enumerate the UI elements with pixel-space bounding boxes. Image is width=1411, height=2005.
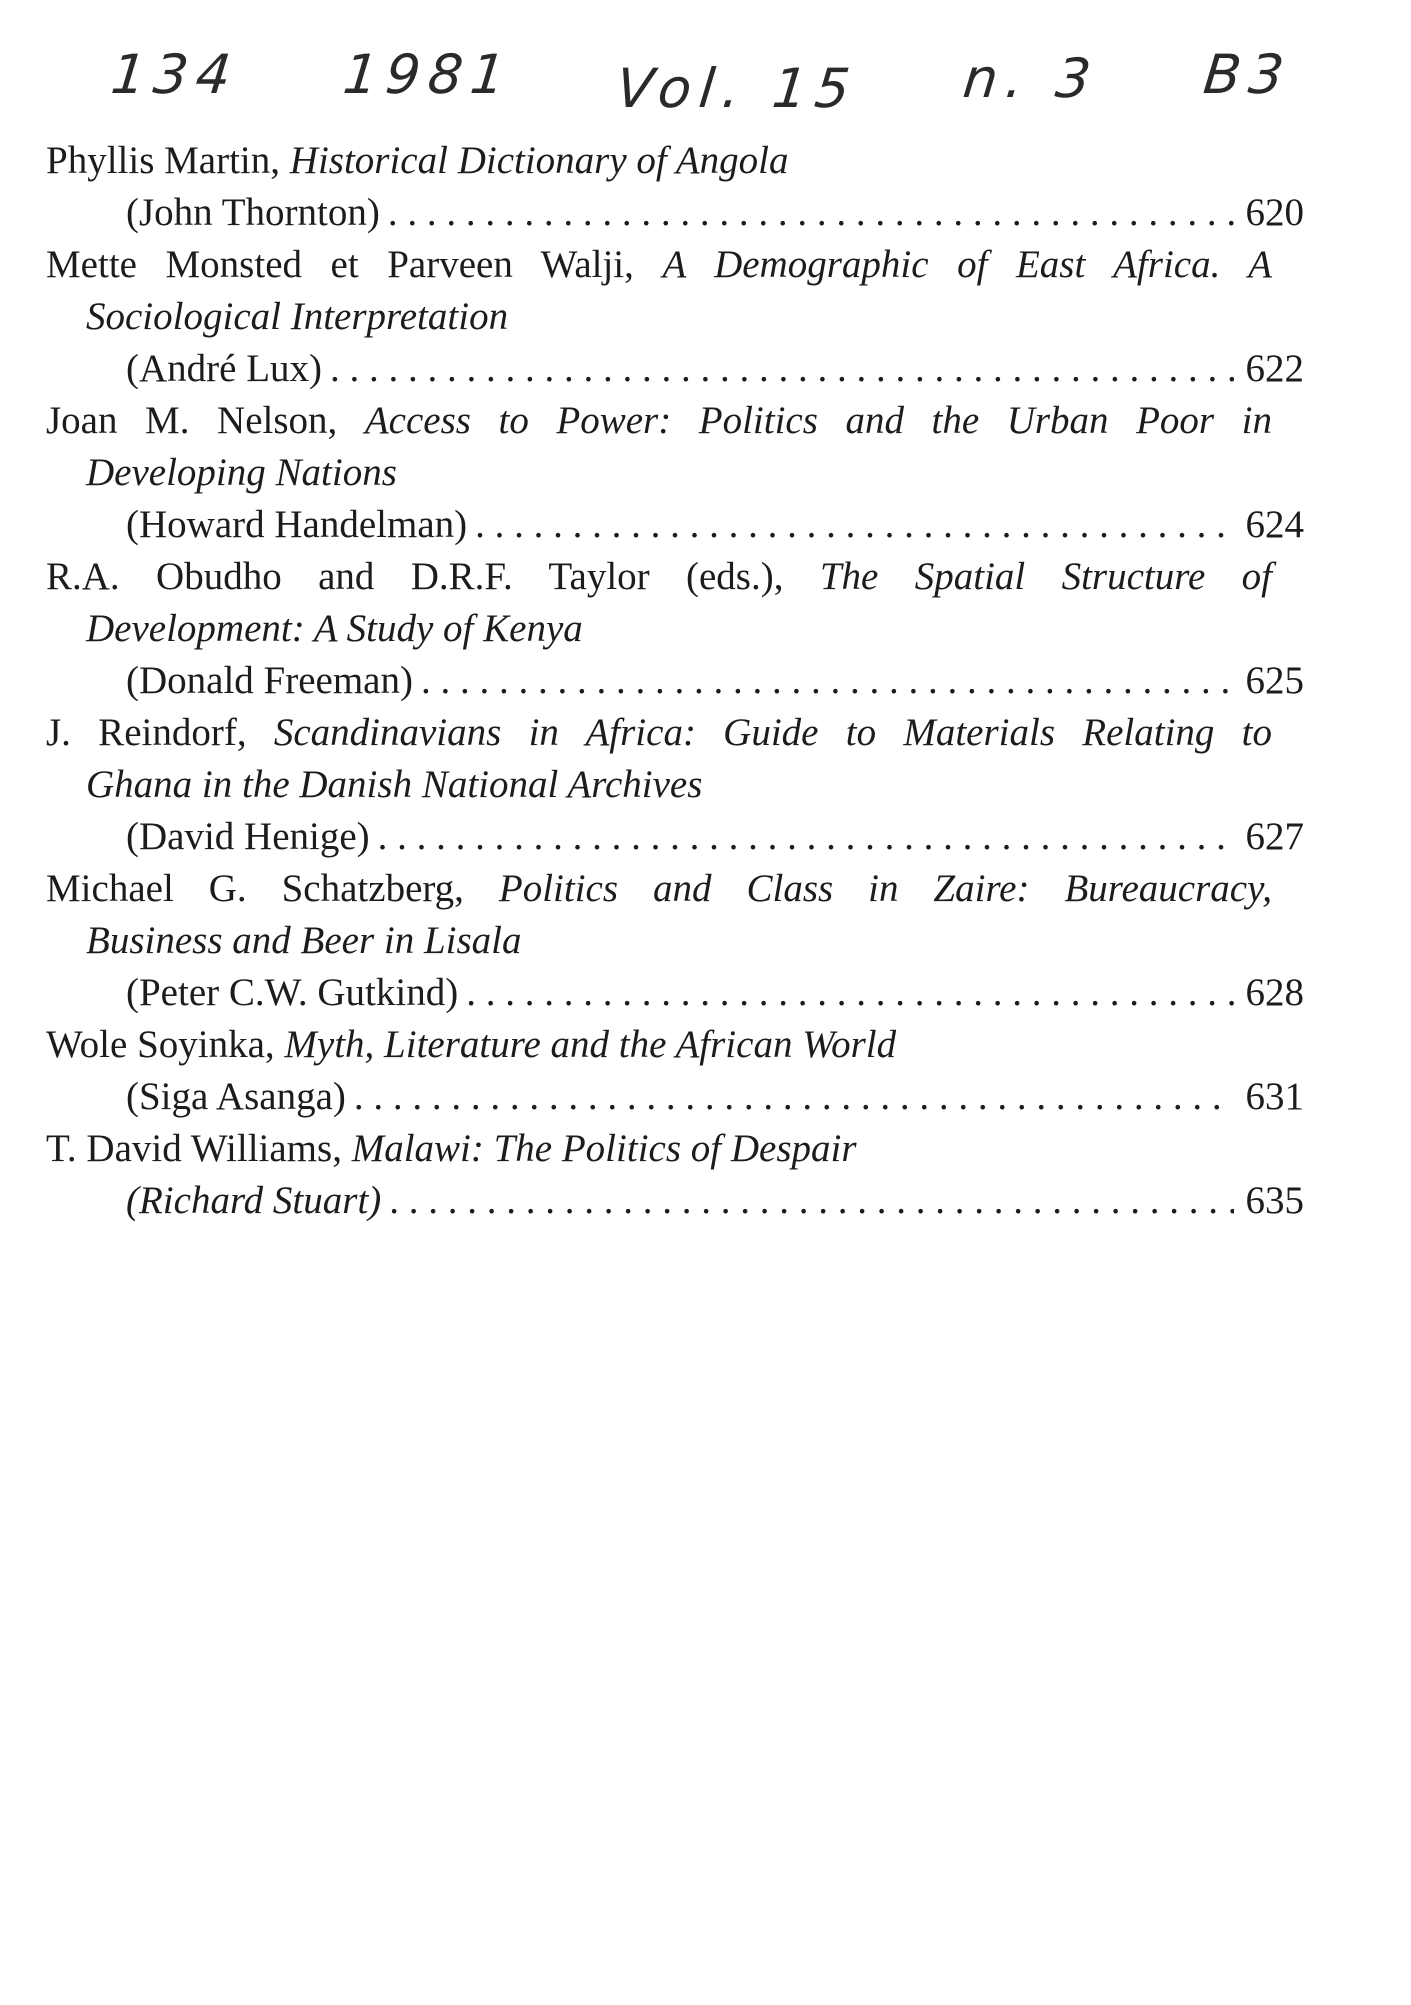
page-number: 620 (1245, 191, 1304, 234)
page-number: 627 (1245, 815, 1304, 858)
page-number: 624 (1245, 503, 1304, 546)
title-continuation (46, 291, 1346, 343)
handwritten-volume: Vol. 15 (613, 57, 861, 120)
book-title-continued: Ghana in the Danish National Archives (86, 763, 703, 806)
book-title: Politics and Class in Zaire: Bureaucracy, (498, 867, 1273, 910)
page-number: 628 (1245, 971, 1304, 1014)
reviewer-line (46, 187, 1304, 239)
dot-leader (466, 967, 1234, 1019)
reviewer-name: (Peter C.W. Gutkind) (126, 971, 459, 1014)
author-name: Mette Monsted et Parveen Walji, (46, 243, 634, 286)
book-title: The Spatial Structure of (819, 555, 1273, 598)
author-name: Phyllis Martin, (46, 139, 281, 182)
book-title: Scandinavians in Africa: Guide to Materials Relating to (273, 711, 1273, 754)
handwritten-issue: n. 3 (960, 47, 1102, 110)
book-title-continued: Developing Nations (86, 451, 397, 494)
author-name: T. David Williams, (46, 1127, 342, 1170)
dot-leader (421, 655, 1234, 707)
reviewer-line (46, 1071, 1304, 1123)
book-title-continued: Business and Beer in Lisala (86, 919, 522, 962)
book-title-continued: Development: A Study of Kenya (86, 607, 583, 650)
book-title-continued: Sociological Interpretation (86, 295, 509, 338)
book-title: Historical Dictionary of Angola (289, 139, 789, 182)
dot-leader (389, 1175, 1234, 1227)
review-entry (46, 1123, 1346, 1227)
dot-leader (354, 1071, 1234, 1123)
reviewer-line (46, 811, 1304, 863)
author-name: Michael G. Schatzberg, (46, 867, 464, 910)
title-continuation (46, 447, 1346, 499)
review-entry (46, 239, 1346, 395)
handwritten-number: 134 (108, 43, 242, 106)
entry-heading (46, 1123, 1346, 1175)
page-number: 635 (1245, 1179, 1304, 1222)
book-title: A Demographic of East Africa. A (662, 243, 1272, 286)
dot-leader (388, 187, 1234, 239)
reviewer-line (46, 1175, 1304, 1227)
book-title: Malawi: The Politics of Despair (351, 1127, 857, 1170)
author-name: R.A. Obudho and D.R.F. Taylor (eds.), (46, 555, 784, 598)
entry-heading (46, 135, 1346, 187)
book-title: Myth, Literature and the African World (284, 1023, 897, 1066)
review-list (46, 135, 1346, 1227)
entry-heading (46, 1019, 1346, 1071)
review-entry (46, 395, 1346, 551)
book-title: Access to Power: Politics and the Urban Poor in (364, 399, 1272, 442)
review-entry (46, 707, 1346, 863)
title-continuation (46, 603, 1346, 655)
review-entry (46, 863, 1346, 1019)
reviewer-line (46, 499, 1304, 551)
review-entry (46, 551, 1346, 707)
entry-heading (46, 395, 1272, 447)
entry-heading (46, 863, 1272, 915)
reviewer-name: (Howard Handelman) (126, 503, 468, 546)
entry-heading (46, 707, 1272, 759)
reviewer-line (46, 967, 1304, 1019)
entry-heading (46, 239, 1272, 291)
dot-leader (330, 343, 1234, 395)
handwritten-code: B3 (1200, 43, 1295, 106)
review-entry (46, 1019, 1346, 1123)
reviewer-name: (Richard Stuart) (126, 1179, 382, 1222)
handwritten-year: 1981 (340, 43, 517, 106)
reviewer-name: (Donald Freeman) (126, 659, 413, 702)
reviewer-name: (André Lux) (126, 347, 323, 390)
page-number: 631 (1245, 1075, 1304, 1118)
title-continuation (46, 915, 1346, 967)
dot-leader (378, 811, 1234, 863)
dot-leader (475, 499, 1234, 551)
entry-heading (46, 551, 1272, 603)
reviewer-name: (Siga Asanga) (126, 1075, 346, 1118)
reviewer-line (46, 343, 1304, 395)
review-entry (46, 135, 1346, 239)
author-name: Wole Soyinka, (46, 1023, 275, 1066)
author-name: Joan M. Nelson, (46, 399, 338, 442)
handwritten-shelf-note (106, 43, 1295, 128)
author-name: J. Reindorf, (46, 711, 247, 754)
title-continuation (46, 759, 1346, 811)
page-number: 625 (1245, 659, 1304, 702)
reviewer-name: (John Thornton) (126, 191, 380, 234)
page-number: 622 (1245, 347, 1304, 390)
reviewer-name: (David Henige) (126, 815, 370, 858)
reviewer-line (46, 655, 1304, 707)
